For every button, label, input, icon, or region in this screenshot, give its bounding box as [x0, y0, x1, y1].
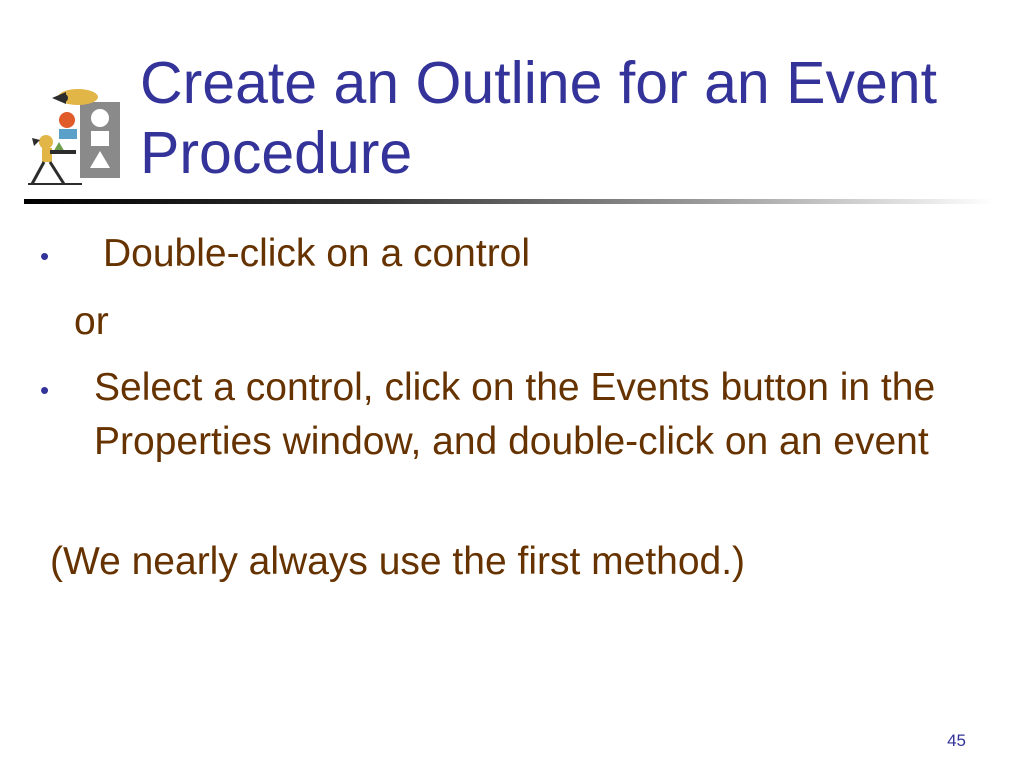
page-number: 45	[947, 731, 966, 750]
bullet-item: Select a control, click on the Events button in the Properties window, and double-click on an event	[94, 366, 936, 463]
bullet-item: Double-click on a control	[103, 232, 531, 275]
bullet-icon: •	[40, 375, 50, 405]
bullet-icon: •	[40, 241, 50, 271]
slide-title: Create an Outline for an Event Procedure	[140, 50, 937, 186]
shapes-people-clipart-icon	[22, 84, 122, 188]
connector-text: or	[74, 300, 109, 343]
title-divider	[24, 199, 994, 204]
note-text: (We nearly always use the first method.)	[50, 540, 746, 583]
